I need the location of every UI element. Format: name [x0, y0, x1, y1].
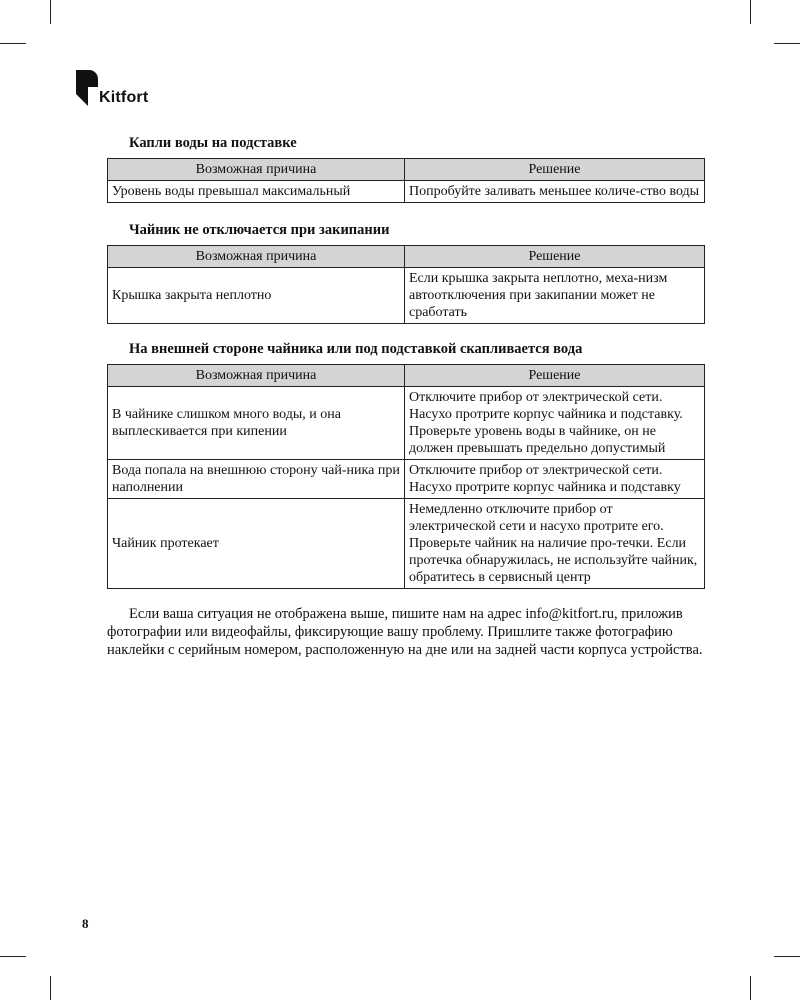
table-header-row [108, 159, 705, 181]
section-title: Чайник не отключается при закипании [129, 222, 390, 238]
brand-name: Kitfort [99, 89, 149, 106]
section-title: На внешней стороне чайника или под подставкой скапливается вода [129, 341, 583, 357]
cause-cell: Чайник протекает [108, 499, 405, 589]
troubleshooting-content [107, 134, 704, 659]
table-row [108, 181, 705, 203]
table-row [108, 268, 705, 324]
section-title: Капли воды на подставке [129, 135, 297, 151]
solution-cell: Попробуйте заливать меньшее количе-ство воды [405, 181, 705, 203]
table-header-row [108, 246, 705, 268]
page-number: 8 [82, 916, 89, 931]
crop-mark [774, 956, 800, 957]
header-cause: Возможная причина [108, 365, 405, 387]
table-header-row [108, 365, 705, 387]
header-cause: Возможная причина [108, 246, 405, 268]
troubleshooting-table [107, 364, 705, 589]
crop-mark [750, 0, 751, 24]
solution-cell: Отключите прибор от электрической сети. Насухо протрите корпус чайника и подставку. Проверьте уровень воды в чайнике, он не должен превышать предельно допустимый [405, 387, 705, 460]
header-cause: Возможная причина [108, 159, 405, 181]
crop-mark [0, 43, 26, 44]
crop-mark [50, 0, 51, 24]
troubleshooting-table [107, 245, 705, 324]
header-solution: Решение [405, 246, 705, 268]
kitfort-logo-icon [76, 70, 98, 106]
crop-mark [774, 43, 800, 44]
cause-cell: Крышка закрыта неплотно [108, 268, 405, 324]
crop-mark [750, 976, 751, 1000]
solution-cell: Отключите прибор от электрической сети. Насухо протрите корпус чайника и подставку [405, 460, 705, 499]
solution-cell: Немедленно отключите прибор от электрической сети и насухо протрите его. Проверьте чайник на наличие про-течки. Если протечка обнаружилась, не используйте чайник, обратитесь в сервисный центр [405, 499, 705, 589]
troubleshooting-table [107, 158, 705, 203]
cause-cell: Уровень воды превышал максимальный [108, 181, 405, 203]
crop-mark [0, 956, 26, 957]
contact-note: Если ваша ситуация не отображена выше, пишите нам на адрес info@kitfort.ru, приложив фотографии или видеофайлы, фиксирующие вашу проблему. Пришлите также фотографию наклейки с серийным номером, расположенную на дне или на задней части корпуса устройства. [107, 606, 703, 658]
cause-cell: Вода попала на внешнюю сторону чай-ника при наполнении [108, 460, 405, 499]
table-row [108, 387, 705, 460]
header-solution: Решение [405, 159, 705, 181]
cause-cell: В чайнике слишком много воды, и она выплескивается при кипении [108, 387, 405, 460]
brand-logo [76, 70, 148, 106]
solution-cell: Если крышка закрыта неплотно, меха-низм автоотключения при закипании может не сработать [405, 268, 705, 324]
header-solution: Решение [405, 365, 705, 387]
table-row [108, 499, 705, 589]
table-row [108, 460, 705, 499]
crop-mark [50, 976, 51, 1000]
